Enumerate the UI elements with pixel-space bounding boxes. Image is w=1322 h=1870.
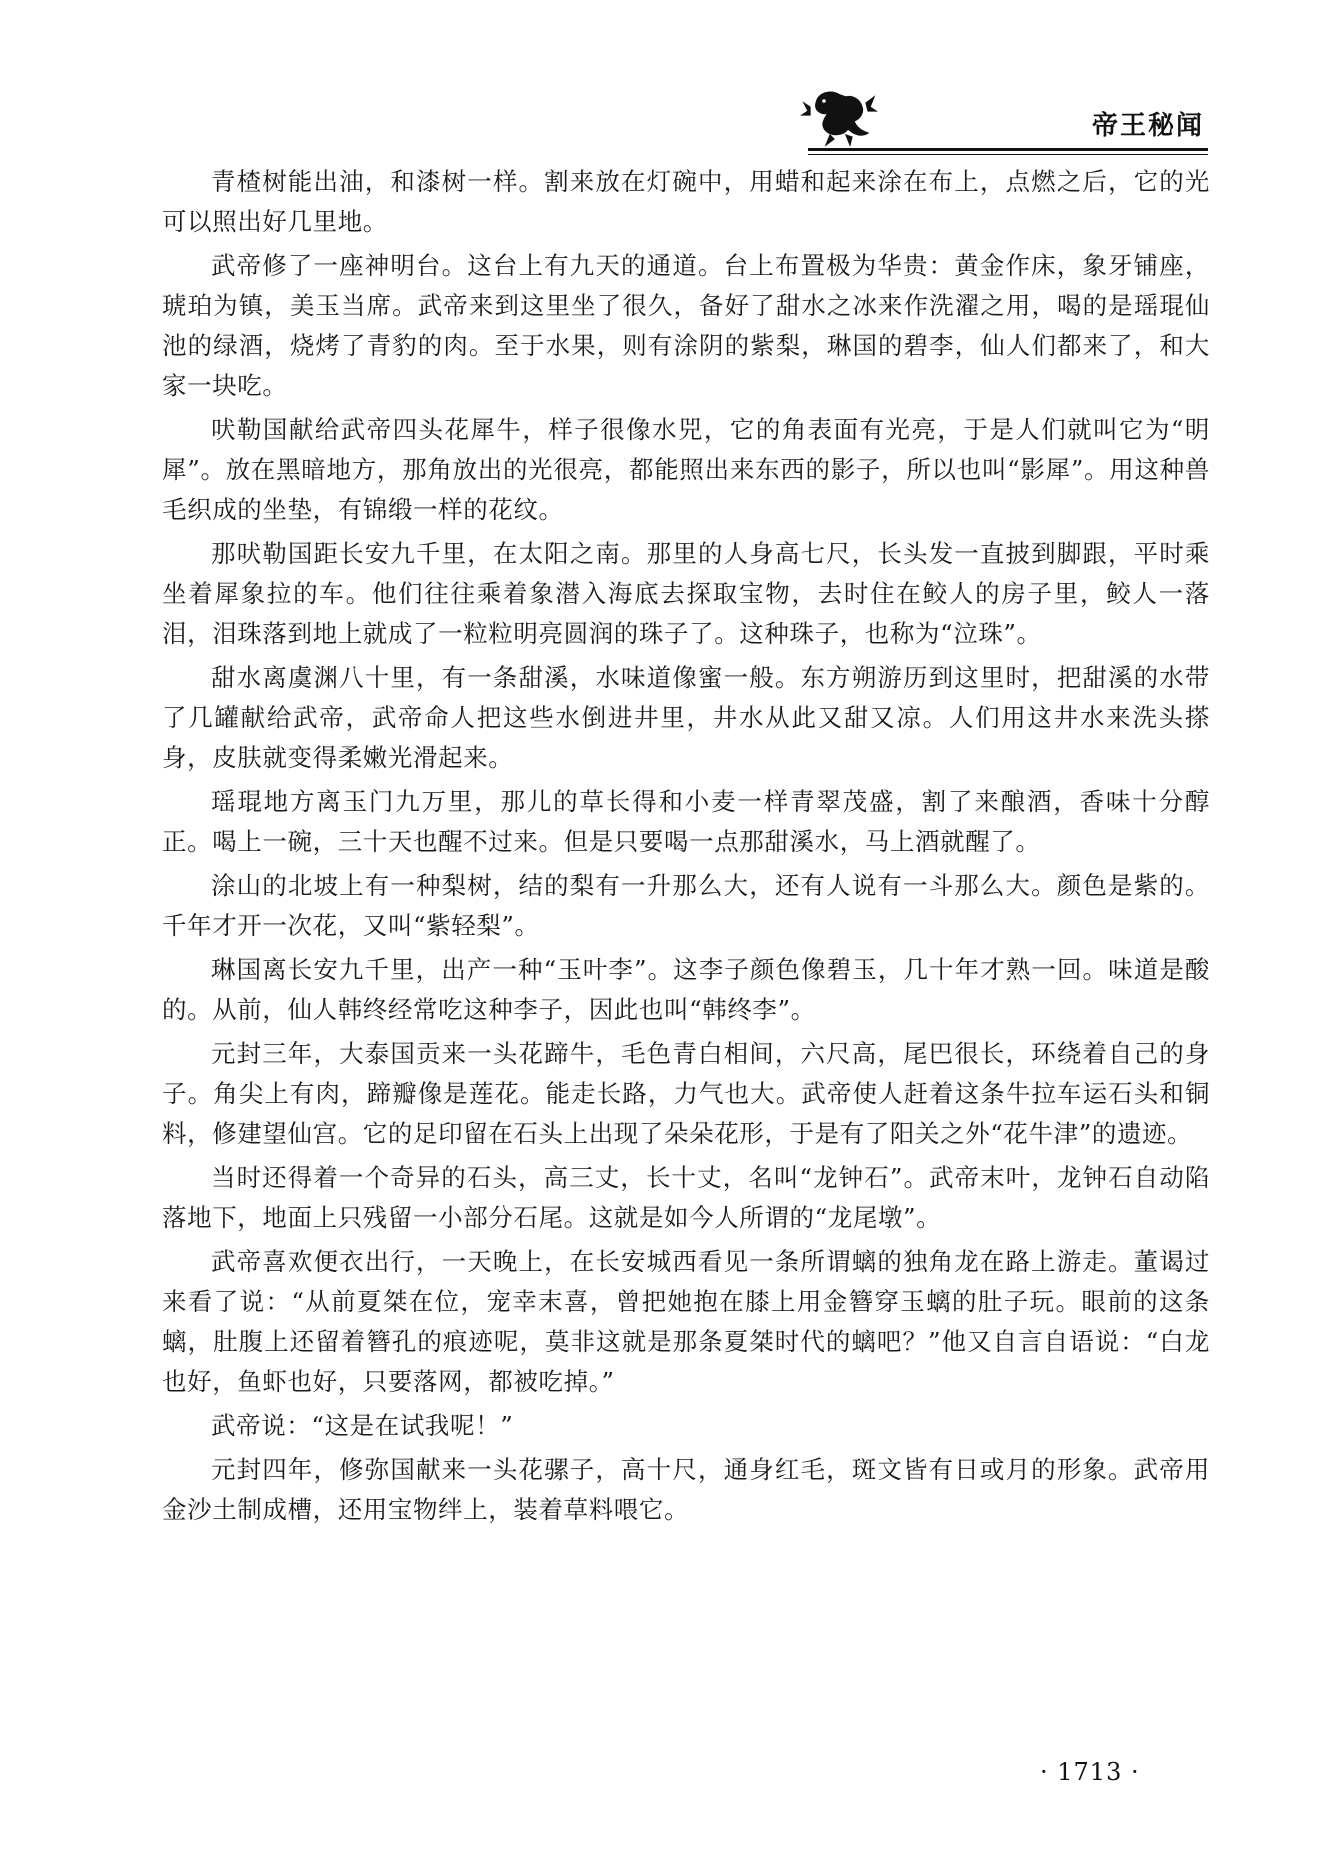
paragraph-feile-kingdom: 那吠勒国距长安九千里，在太阳之南。那里的人身高七尺，长头发一直披到脚跟，平时乘坐着犀象拉的车。他们往往乘着象潜入海底去探取宝物，去时住在鲛人的房子里，鲛人一落泪，泪珠落到地上就成了一粒粒明亮圆润的珠子了。这种珠子，也称为“泣珠”。 <box>162 539 1210 648</box>
header-rule-thin <box>808 154 1208 155</box>
paragraph-sweet-creek: 甜水离虞渊八十里，有一条甜溪，水味道像蜜一般。东方朔游历到这里时，把甜溪的水带了几罐献给武帝，武帝命人把这些水倒进井里，井水从此又甜又凉。人们用这井水来洗头搽身，皮肤就变得柔嫩光滑起来。 <box>162 663 1210 772</box>
paragraph-shenming-terrace: 武帝修了一座神明台。这台上有九天的通道。台上布置极为华贵：黄金作床，象牙铺座，琥珀为镇，美玉当席。武帝来到这里坐了很久，备好了甜水之冰来作洗濯之用，喝的是瑶琨仙池的绿酒，烧烤了青豹的肉。至于水果，则有涂阴的紫梨，琳国的碧李，仙人们都来了，和大家一块吃。 <box>162 251 1210 400</box>
paragraph-oil-tree: 青楂树能出油，和漆树一样。割来放在灯碗中，用蜡和起来涂在布上，点燃之后，它的光可以照出好几里地。 <box>162 167 1210 236</box>
dragon-emblem-icon <box>800 85 878 149</box>
paragraph-jade-plum: 琳国离长安九千里，出产一种“玉叶李”。这李子颜色像碧玉，几十年才熟一回。味道是酸的。从前，仙人韩终经常吃这种李子，因此也叫“韩终李”。 <box>162 955 1210 1024</box>
running-header-title: 帝王秘闻 <box>1091 111 1204 141</box>
paragraph-flower-mule: 元封四年，修弥国献来一头花骡子，高十尺，通身红毛，斑文皆有日或月的形象。武帝用金沙土制成槽，还用宝物绊上，装着草料喂它。 <box>162 1455 1210 1524</box>
running-header <box>800 85 1208 155</box>
paragraph-emperor-says: 武帝说：“这是在试我呢！” <box>211 1411 514 1440</box>
header-rule-thick <box>808 148 1208 151</box>
body-text <box>162 162 1210 1534</box>
paragraph-purple-pear: 涂山的北坡上有一种梨树，结的梨有一升那么大，还有人说有一斗那么大。颜色是紫的。千年才开一次花，又叫“紫轻梨”。 <box>162 871 1210 940</box>
paragraph-dragon-bell-stone: 当时还得着一个奇异的石头，高三丈，长十丈，名叫“龙钟石”。武帝末叶，龙钟石自动陷落地下，地面上只残留一小部分石尾。这就是如今人所谓的“龙尾墩”。 <box>162 1163 1210 1232</box>
page-number: · 1713 · <box>1040 1758 1140 1786</box>
paragraph-yaokun-wine: 瑶琨地方离玉门九万里，那儿的草长得和小麦一样青翠茂盛，割了来酿酒，香味十分醇正。喝上一碗，三十天也醒不过来。但是只要喝一点那甜溪水，马上酒就醒了。 <box>162 787 1210 856</box>
paragraph-rhinoceros: 吠勒国献给武帝四头花犀牛，样子很像水兕，它的角表面有光亮，于是人们就叫它为“明犀”。放在黑暗地方，那角放出的光很亮，都能照出来东西的影子，所以也叫“影犀”。用这种兽毛织成的坐垫，有锦缎一样的花纹。 <box>162 415 1210 524</box>
paragraph-flower-hoof-ox: 元封三年，大泰国贡来一头花蹄牛，毛色青白相间，六尺高，尾巴很长，环绕着自己的身子。角尖上有肉，蹄瓣像是莲花。能走长路，力气也大。武帝使人赶着这条牛拉车运石头和铜料，修建望仙宫。它的足印留在石头上出现了朵朵花形，于是有了阳关之外“花牛津”的遗迹。 <box>162 1039 1210 1148</box>
paragraph-one-horned-dragon: 武帝喜欢便衣出行，一天晚上，在长安城西看见一条所谓螭的独角龙在路上游走。董谒过来看了说：“从前夏桀在位，宠幸末喜，曾把她抱在膝上用金簪穿玉螭的肚子玩。眼前的这条螭，肚腹上还留着簪孔的痕迹呢，莫非这就是那条夏桀时代的螭吧？”他又自言自语说：“白龙也好，鱼虾也好，只要落网，都被吃掉。” <box>162 1247 1210 1396</box>
